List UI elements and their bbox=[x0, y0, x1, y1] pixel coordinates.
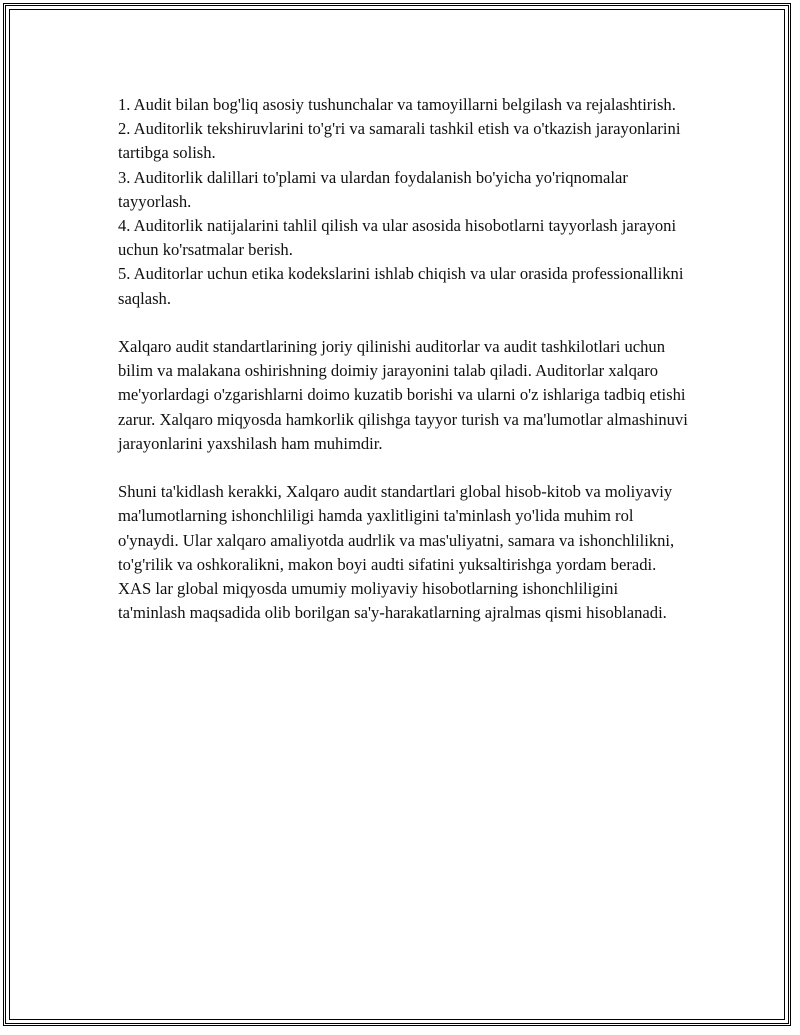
document-body bbox=[118, 93, 688, 625]
list-item: 4. Auditorlik natijalarini tahlil qilish va ular asosida hisobotlarni tayyorlash jarayoni uchun ko'rsatmalar berish. bbox=[118, 216, 677, 260]
list-item: 3. Auditorlik dalillari to'plami va ulardan foydalanish bo'yicha yo'riqnomalar tayyorlash. bbox=[118, 167, 628, 211]
numbered-list bbox=[118, 93, 688, 311]
list-item: 1. Audit bilan bog'liq asosiy tushunchalar va tamoyillarni belgilash va rejalashtirish. bbox=[118, 95, 676, 114]
paragraph-conclusion: Shuni ta'kidlash kerakki, Xalqaro audit standartlari global hisob-kitob va moliyaviy ma'lumotlarning ishonchliligi hamda yaxlitligini ta'minlash yo'lida muhim rol o'ynaydi. Ular xalqaro amaliyotda audrlik va mas'uliyatni, samara va ishonchlilikni, to'g'rilik va oshkoralikni, makon boyi audti sifatini yuksaltirishga yordam beradi. XAS lar global miqyosda umumiy moliyaviy hisobotlarning ishonchliligini ta'minlash maqsadida olib borilgan sa'y-harakatlarning ajralmas qismi hisoblanadi. bbox=[118, 482, 675, 623]
list-item: 5. Auditorlar uchun etika kodekslarini ishlab chiqish va ular orasida professionallikni saqlash. bbox=[118, 264, 684, 308]
list-item: 2. Auditorlik tekshiruvlarini to'g'ri va samarali tashkil etish va o'tkazish jarayonlarini tartibga solish. bbox=[118, 119, 681, 163]
paragraph-standards-adoption: Xalqaro audit standartlarining joriy qilinishi auditorlar va audit tashkilotlari uchun bilim va malakana oshirishning doimiy jarayonini talab qiladi. Auditorlar xalqaro me'yorlardagi o'zgarishlarni doimo kuzatib borishi va ularni o'z ishlariga tadbiq etishi zarur. Xalqaro miqyosda hamkorlik qilishga tayyor turish va ma'lumotlar almashinuvi jarayonlarini yaxshilash ham muhimdir. bbox=[118, 337, 688, 453]
